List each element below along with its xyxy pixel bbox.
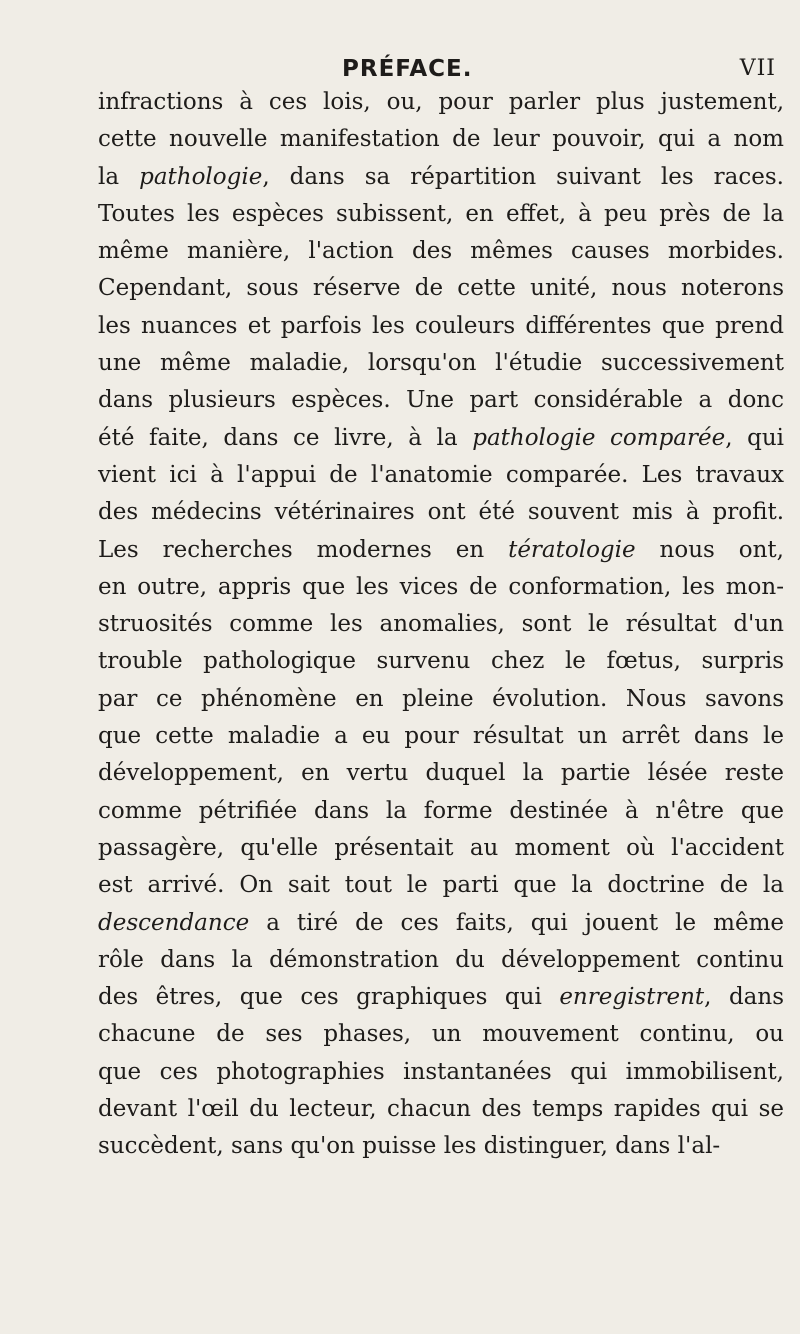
text-line: [98, 159, 784, 196]
running-title: PRÉFACE.: [342, 56, 473, 82]
italic-term: pathologie comparée: [472, 424, 726, 451]
text-segment: est arrivé. On sait tout le parti que la doctrine de la: [98, 872, 784, 899]
text-line: [98, 1091, 784, 1128]
text-line: [98, 643, 784, 680]
text-segment: comme pétrifiée dans la forme destinée à n'être que: [98, 797, 784, 824]
text-line: [98, 121, 784, 158]
text-line: [98, 793, 784, 830]
text-segment: Les recherches modernes en: [98, 536, 509, 563]
text-segment: Cependant, sous réserve de cette unité, nous noterons: [98, 275, 784, 302]
text-segment: devant l'œil du lecteur, chacun des temps rapides qui se: [98, 1096, 784, 1123]
text-segment: dans plusieurs espèces. Une part considérable a donc: [98, 387, 784, 414]
text-line: [98, 942, 784, 979]
italic-term: pathologie: [139, 163, 263, 190]
text-line: [98, 1128, 784, 1165]
text-segment: , qui: [725, 424, 785, 451]
text-segment: nous ont,: [635, 536, 784, 563]
text-segment: trouble pathologique survenu chez le fœtus, surpris: [98, 648, 784, 675]
text-line: [98, 308, 784, 345]
text-segment: en outre, appris que les vices de conformation, les mon-: [98, 573, 784, 600]
text-segment: que ces photographies instantanées qui immobilisent,: [98, 1058, 784, 1085]
text-line: [98, 457, 784, 494]
running-head: [98, 50, 780, 84]
text-segment: par ce phénomène en pleine évolution. Nous savons: [98, 685, 784, 712]
text-segment: des médecins vétérinaires ont été souvent mis à profit.: [98, 499, 784, 526]
text-line: [98, 1054, 784, 1091]
text-segment: passagère, qu'elle présentait au moment où l'accident: [98, 834, 784, 861]
text-line: [98, 1016, 784, 1053]
text-line: [98, 755, 784, 792]
text-segment: la: [98, 163, 140, 190]
text-line: [98, 681, 784, 718]
text-line: [98, 345, 784, 382]
text-line: [98, 494, 784, 531]
text-line: [98, 979, 784, 1016]
text-line: [98, 233, 784, 270]
text-segment: , dans sa répartition suivant les races.: [262, 163, 784, 190]
text-line: [98, 867, 784, 904]
text-line: [98, 196, 784, 233]
italic-term: tératologie: [508, 536, 636, 563]
body-text: [98, 84, 784, 1166]
italic-term: descendance: [98, 909, 250, 936]
text-line: [98, 382, 784, 419]
text-line: [98, 905, 784, 942]
text-line: [98, 718, 784, 755]
text-segment: les nuances et parfois les couleurs différentes que prend: [98, 312, 784, 339]
text-segment: , dans: [704, 984, 784, 1011]
text-segment: des êtres, que ces graphiques qui: [98, 984, 560, 1011]
text-line: [98, 84, 784, 121]
text-segment: chacune de ses phases, un mouvement continu, ou: [98, 1021, 784, 1048]
text-segment: a tiré de ces faits, qui jouent le même: [249, 909, 784, 936]
text-segment: succèdent, sans qu'on puisse les distinguer, dans l'al-: [98, 1133, 721, 1160]
text-line: [98, 830, 784, 867]
text-segment: infractions à ces lois, ou, pour parler plus justement,: [98, 89, 784, 115]
text-segment: rôle dans la démonstration du développement continu: [98, 946, 784, 973]
text-segment: que cette maladie a eu pour résultat un arrêt dans le: [98, 723, 784, 750]
page-number: VII: [739, 56, 776, 81]
text-line: [98, 606, 784, 643]
text-segment: été faite, dans ce livre, à la: [98, 424, 473, 451]
text-line: [98, 569, 784, 606]
text-segment: cette nouvelle manifestation de leur pouvoir, qui a nom: [98, 126, 784, 153]
text-segment: une même maladie, lorsqu'on l'étudie successivement: [98, 350, 784, 377]
text-segment: vient ici à l'appui de l'anatomie comparée. Les travaux: [98, 461, 784, 488]
text-line: [98, 420, 784, 457]
text-segment: Toutes les espèces subissent, en effet, à peu près de la: [98, 200, 784, 227]
italic-term: enregistrent: [559, 984, 705, 1011]
text-line: [98, 270, 784, 307]
text-segment: struosités comme les anomalies, sont le résultat d'un: [98, 611, 784, 638]
text-segment: même manière, l'action des mêmes causes morbides.: [98, 238, 784, 265]
text-segment: développement, en vertu duquel la partie lésée reste: [98, 760, 784, 787]
text-line: [98, 532, 784, 569]
